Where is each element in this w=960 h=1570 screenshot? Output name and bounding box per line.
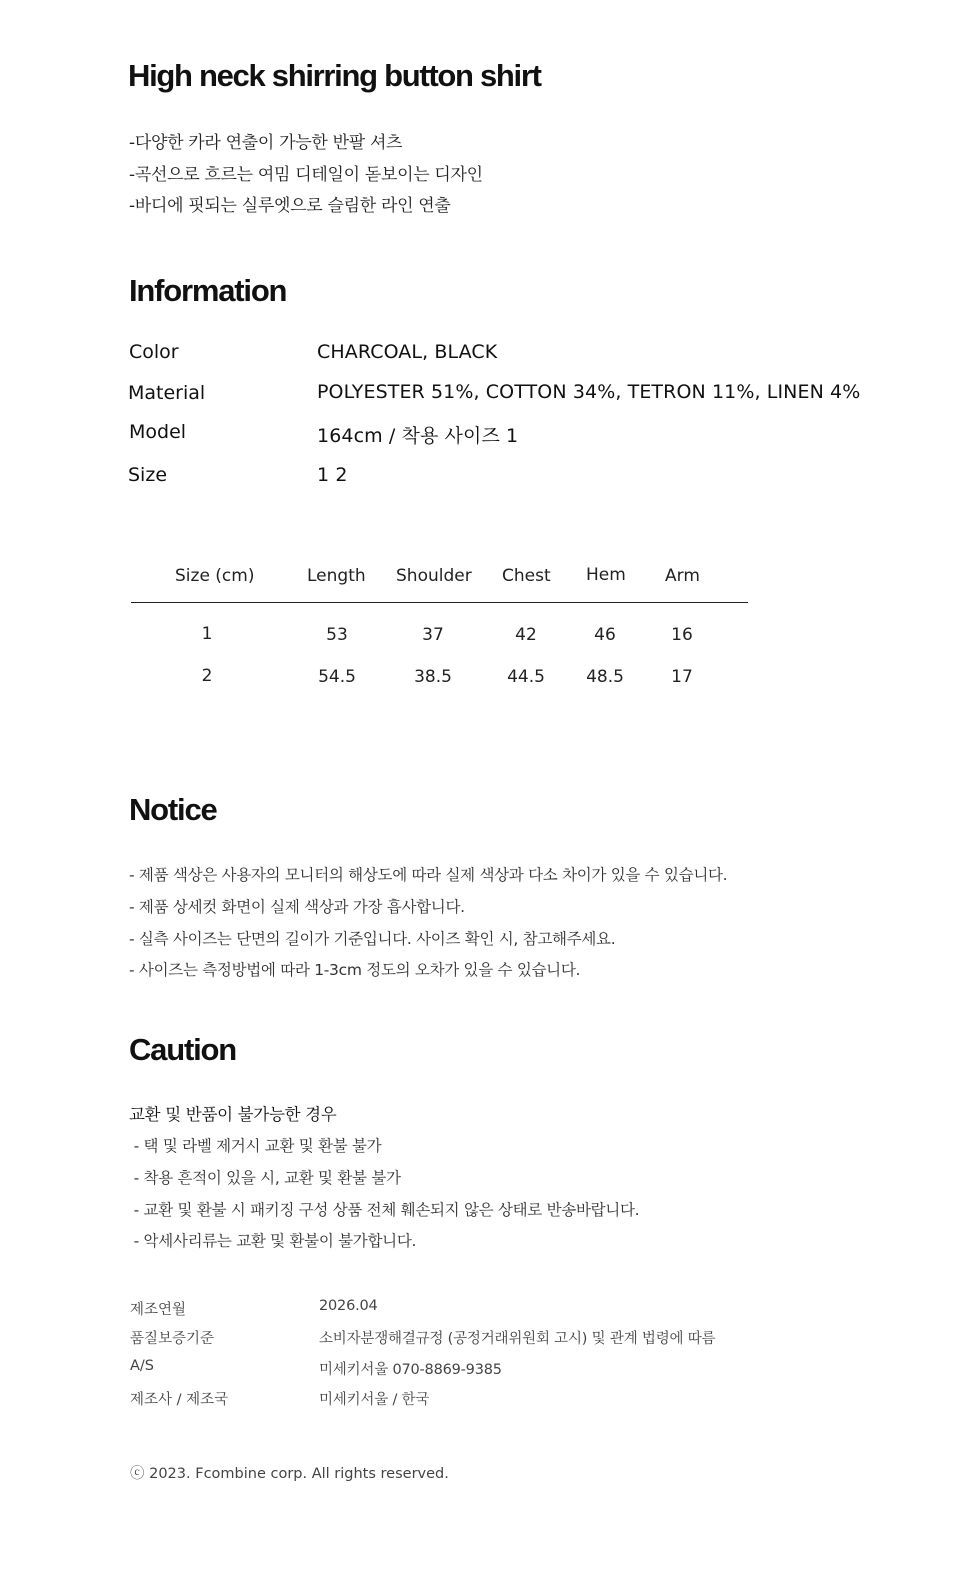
size-table-cell: 53 [326,625,348,645]
notice-line-2: - 제품 상세컷 화면이 실제 색상과 가장 흡사합니다. [129,898,465,916]
size-table-cell: 17 [671,667,693,687]
caution-line-1: - 택 및 라벨 제거시 교환 및 환불 불가 [129,1137,382,1155]
info-label-size: Size [128,464,168,486]
size-table-cell: 2 [201,666,213,686]
size-table-cell: 54.5 [318,667,356,687]
size-table-cell: 37 [422,625,444,645]
size-table-cell: 16 [671,625,693,645]
info-value-color: CHARCOAL, BLACK [317,341,498,363]
meta-value-manufacture-date: 2026.04 [319,1298,378,1314]
size-table-cell: 38.5 [414,667,452,687]
product-title: High neck shirring button shirt [128,58,541,93]
info-value-material: POLYESTER 51%, COTTON 34%, TETRON 11%, LINEN 4% [317,381,861,403]
size-table-header-arm: Arm [665,566,700,586]
info-value-model: 164cm / 착용 사이즈 1 [317,425,519,447]
meta-label-manufacturer: 제조사 / 제조국 [130,1392,229,1408]
meta-value-as: 미세키서울 070-8869-9385 [319,1362,502,1378]
caution-line-4: - 악세사리류는 교환 및 환불이 불가합니다. [129,1232,417,1250]
notice-line-1: - 제품 색상은 사용자의 모니터의 해상도에 따라 실제 색상과 다소 차이가 있을 수 있습니다. [129,866,728,884]
feature-line-1: -다양한 카라 연출이 가능한 반팔 셔츠 [129,133,403,153]
caution-line-3: - 교환 및 환불 시 패키징 구성 상품 전체 훼손되지 않은 상태로 반송바랍니다. [129,1201,640,1219]
notice-heading: Notice [129,792,217,827]
info-value-size: 1 2 [317,464,348,486]
size-table-header-hem: Hem [586,565,626,585]
feature-line-3: -바디에 핏되는 실루엣으로 슬림한 라인 연출 [129,196,451,216]
notice-line-4: - 사이즈는 측정방법에 따라 1-3cm 정도의 오차가 있을 수 있습니다. [129,961,581,979]
size-table-divider [131,602,748,603]
info-label-model: Model [129,421,187,443]
size-table-header-size: Size (cm) [175,566,255,586]
size-table-header-length: Length [307,566,366,586]
meta-label-as: A/S [130,1358,155,1374]
meta-value-manufacturer: 미세키서울 / 한국 [319,1392,430,1408]
copyright: ⓒ 2023. Fcombine corp. All rights reserved. [130,1466,449,1482]
size-table-header-shoulder: Shoulder [396,566,472,586]
meta-label-quality-standard: 품질보증기준 [130,1331,215,1347]
caution-heading: Caution [129,1032,236,1067]
meta-value-quality-standard: 소비자분쟁해결규정 (공정거래위원회 고시) 및 관계 법령에 따름 [319,1331,716,1347]
info-label-color: Color [129,341,179,363]
size-table-cell: 48.5 [586,667,624,687]
size-table-cell: 1 [201,624,213,644]
info-label-material: Material [128,382,206,404]
feature-line-2: -곡선으로 흐르는 여밈 디테일이 돋보이는 디자인 [129,165,483,185]
caution-line-2: - 착용 흔적이 있을 시, 교환 및 환불 불가 [129,1169,401,1187]
size-table-cell: 44.5 [507,667,545,687]
caution-subheading: 교환 및 반품이 불가능한 경우 [129,1105,337,1124]
size-table-cell: 46 [594,625,616,645]
size-table-header-chest: Chest [502,566,551,586]
notice-line-3: - 실측 사이즈는 단면의 길이가 기준입니다. 사이즈 확인 시, 참고해주세요. [129,930,616,948]
size-table-cell: 42 [515,625,537,645]
meta-label-manufacture-date: 제조연월 [130,1302,187,1318]
information-heading: Information [129,273,287,308]
